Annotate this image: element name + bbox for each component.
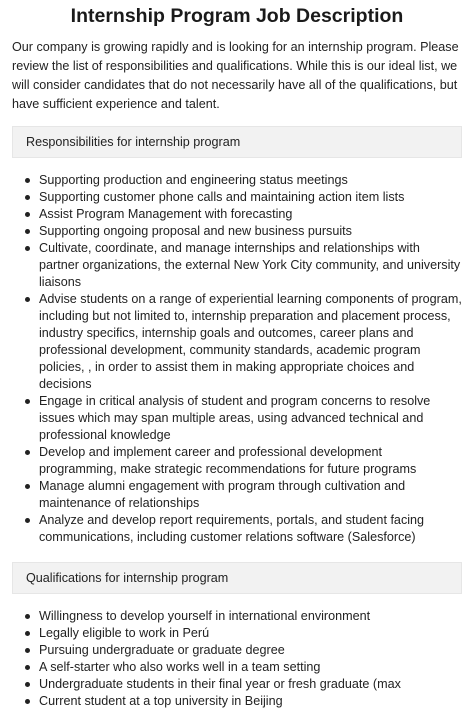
bullet-icon bbox=[25, 699, 30, 704]
list-item bbox=[22, 206, 462, 223]
list-item-text: Analyze and develop report requirements, portals, and student facing communications, including customer relations software (Salesforce) bbox=[39, 513, 425, 544]
bullet-icon bbox=[25, 682, 30, 687]
list-item-text: Supporting customer phone calls and maintaining action item lists bbox=[39, 190, 405, 204]
list-item bbox=[22, 512, 462, 546]
list-item bbox=[22, 608, 462, 625]
intro-paragraph: Our company is growing rapidly and is looking for an internship program. Please review the list of responsibilities and qualifications. While this is our ideal list, we will consider candidates that do not necessarily have all of the qualifications, but have sufficient experience and talent. bbox=[12, 40, 459, 111]
list-item bbox=[22, 693, 462, 710]
responsibilities-list bbox=[12, 172, 462, 546]
list-item-text: Advise students on a range of experiential learning components of program, including but not limited to, internship preparation and placement process, industry specifics, internship goals and outcomes, career plans and professional development, community standards, academic program policies, , in order to assist them in making appropriate choices and decisions bbox=[39, 292, 462, 391]
list-item-text: Manage alumni engagement with program through cultivation and maintenance of relationships bbox=[39, 479, 406, 510]
list-item-text: Pursuing undergraduate or graduate degree bbox=[39, 643, 285, 657]
bullet-icon bbox=[25, 518, 30, 523]
list-item bbox=[22, 625, 462, 642]
list-item bbox=[22, 478, 462, 512]
list-item-text: A self-starter who also works well in a team setting bbox=[39, 660, 321, 674]
list-item bbox=[22, 676, 462, 693]
list-item bbox=[22, 393, 462, 444]
list-item-text: Willingness to develop yourself in international environment bbox=[39, 609, 371, 623]
list-item-text: Supporting ongoing proposal and new business pursuits bbox=[39, 224, 352, 238]
responsibilities-heading: Responsibilities for internship program bbox=[12, 126, 462, 158]
bullet-icon bbox=[25, 195, 30, 200]
bullet-icon bbox=[25, 229, 30, 234]
list-item bbox=[22, 642, 462, 659]
bullet-icon bbox=[25, 399, 30, 404]
bullet-icon bbox=[25, 484, 30, 489]
list-item bbox=[22, 223, 462, 240]
list-item-text: Develop and implement career and professional development programming, make strategic recommendations for future programs bbox=[39, 445, 417, 476]
list-item-text: Undergraduate students in their final year or fresh graduate (max bbox=[39, 677, 401, 691]
list-item-text: Current student at a top university in Beijing bbox=[39, 694, 283, 708]
list-item-text: Cultivate, coordinate, and manage internships and relationships with partner organizations, the external New York City community, and university liaisons bbox=[39, 241, 461, 289]
qualifications-heading: Qualifications for internship program bbox=[12, 562, 462, 594]
bullet-icon bbox=[25, 631, 30, 636]
page-title: Internship Program Job Description bbox=[70, 5, 404, 27]
bullet-icon bbox=[25, 178, 30, 183]
bullet-icon bbox=[25, 665, 30, 670]
list-item-text: Assist Program Management with forecasting bbox=[39, 207, 293, 221]
bullet-icon bbox=[25, 648, 30, 653]
bullet-icon bbox=[25, 450, 30, 455]
bullet-icon bbox=[25, 614, 30, 619]
list-item bbox=[22, 444, 462, 478]
list-item-text: Supporting production and engineering status meetings bbox=[39, 173, 348, 187]
list-item bbox=[22, 291, 462, 393]
bullet-icon bbox=[25, 246, 30, 251]
list-item bbox=[22, 659, 462, 676]
bullet-icon bbox=[25, 297, 30, 302]
list-item-text: Legally eligible to work in Perú bbox=[39, 626, 210, 640]
bullet-icon bbox=[25, 212, 30, 217]
list-item bbox=[22, 240, 462, 291]
list-item bbox=[22, 172, 462, 189]
list-item-text: Engage in critical analysis of student and program concerns to resolve issues which may span multiple areas, using advanced technical and professional knowledge bbox=[39, 394, 431, 442]
list-item bbox=[22, 189, 462, 206]
